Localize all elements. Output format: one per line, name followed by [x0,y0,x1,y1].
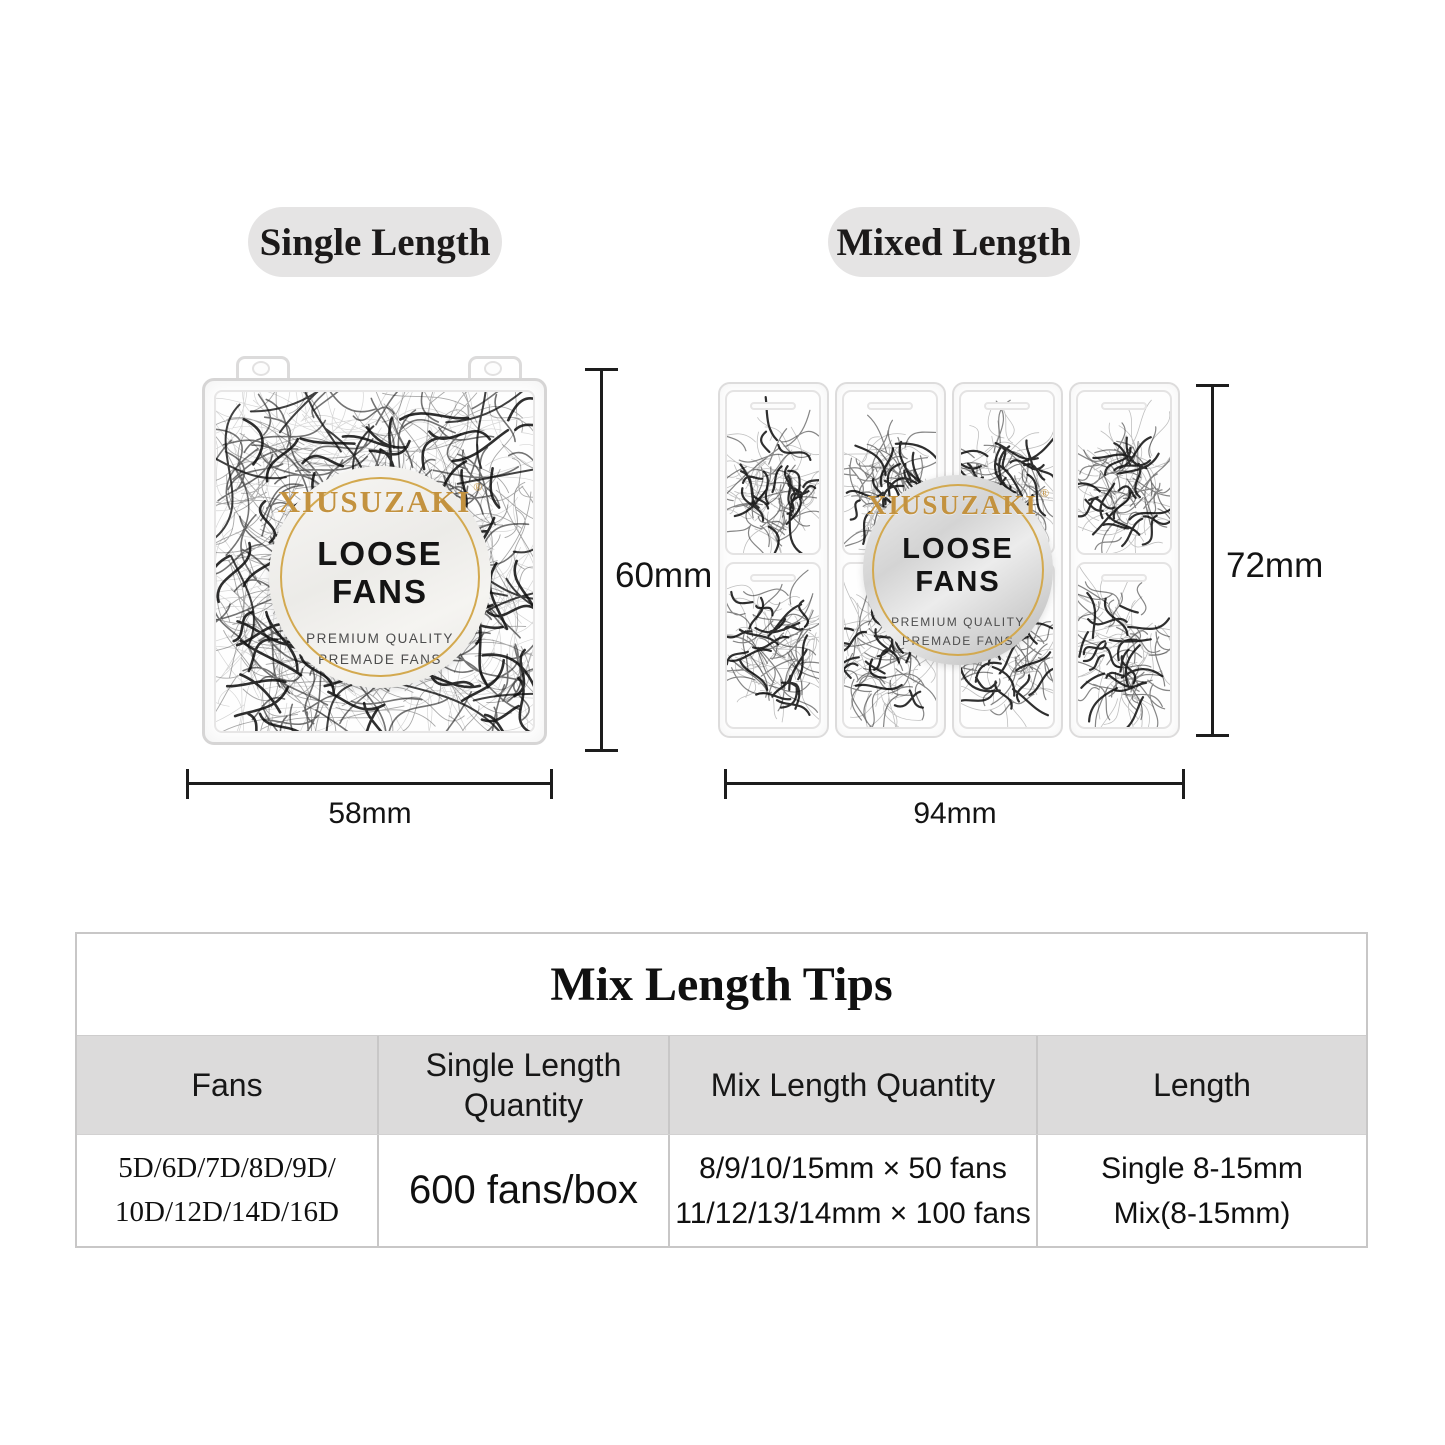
dimension-tick [1196,734,1229,737]
cell-line: 11/12/13/14mm × 100 fans [675,1196,1031,1230]
product-name: LOOSE FANS [317,534,443,610]
tagline-line: PREMIUM QUALITY [891,614,1025,629]
registered-trademark-icon: ® [1039,485,1050,500]
product-name: LOOSE FANS [902,532,1014,598]
cell-line: 10D/12D/14D/16D [115,1195,339,1228]
tagline-line: PREMIUM QUALITY [306,630,454,646]
compartment-slot [1101,574,1147,582]
cell-fans [77,1135,377,1246]
tagline-line: PREMADE FANS [901,633,1014,648]
compartment-slot [750,402,796,410]
table-header-row [77,1035,1366,1134]
lash-clump [1078,392,1170,553]
compartment-slot [1101,402,1147,410]
brand-label-mixed [863,475,1053,665]
brand-line [866,485,1050,521]
compartment-slot [867,402,913,410]
cell-line: Mix(8-15mm) [1113,1196,1291,1230]
compartment [1076,562,1172,729]
cell-line: Single 8-15mm [1101,1151,1303,1185]
hinge-knob [252,361,270,376]
mixed-length-badge: Mixed Length [828,207,1080,277]
registered-trademark-icon: ® [473,479,483,494]
compartment [725,390,821,555]
tagline-line: PREMADE FANS [318,651,442,667]
cell-line: 8/9/10/15mm × 50 fans [699,1151,1007,1185]
brand-label-single [269,466,491,688]
dimension-tick [585,749,618,752]
dimension-tick [1182,769,1185,799]
dimension-line [188,782,552,785]
dimension-line [1211,386,1214,736]
dimension-line [726,782,1184,785]
compartment-column [718,382,829,738]
cell-length [1036,1135,1366,1246]
dimension-value: 94mm [913,797,997,830]
header-fans: Fans [191,1067,263,1103]
cell-mix-length-quantity [668,1135,1036,1246]
dimension-tick [550,769,553,799]
single-length-badge: Single Length [248,207,502,277]
lash-clump [727,564,819,727]
compartment [725,562,821,729]
brand-name: XIUSUZAKI [866,489,1038,520]
dimension-value: 72mm [1226,546,1324,585]
compartment [1076,390,1172,555]
header-mix-length-quantity: Mix Length Quantity [668,1036,1036,1134]
header-single-length-quantity: Single Length Quantity [377,1036,668,1134]
dimension-line [600,370,603,750]
dimension-value: 60mm [615,556,713,595]
mix-length-tips-table [75,932,1368,1248]
table-row [77,1134,1366,1246]
table-title: Mix Length Tips [550,958,893,1011]
brand-name: XIUSUZAKI [277,483,472,519]
cell-line: 5D/6D/7D/8D/9D/ [118,1152,336,1184]
lash-clump [727,392,819,553]
compartment-slot [984,402,1030,410]
compartment-slot [750,574,796,582]
dimension-value: 58mm [328,797,412,830]
hinge-knob [484,361,502,376]
lash-clump [1078,564,1170,727]
compartment-column [1069,382,1180,738]
cell-single-length-quantity: 600 fans/box [377,1135,668,1246]
header-length: Length [1036,1036,1366,1134]
brand-line [277,479,483,520]
